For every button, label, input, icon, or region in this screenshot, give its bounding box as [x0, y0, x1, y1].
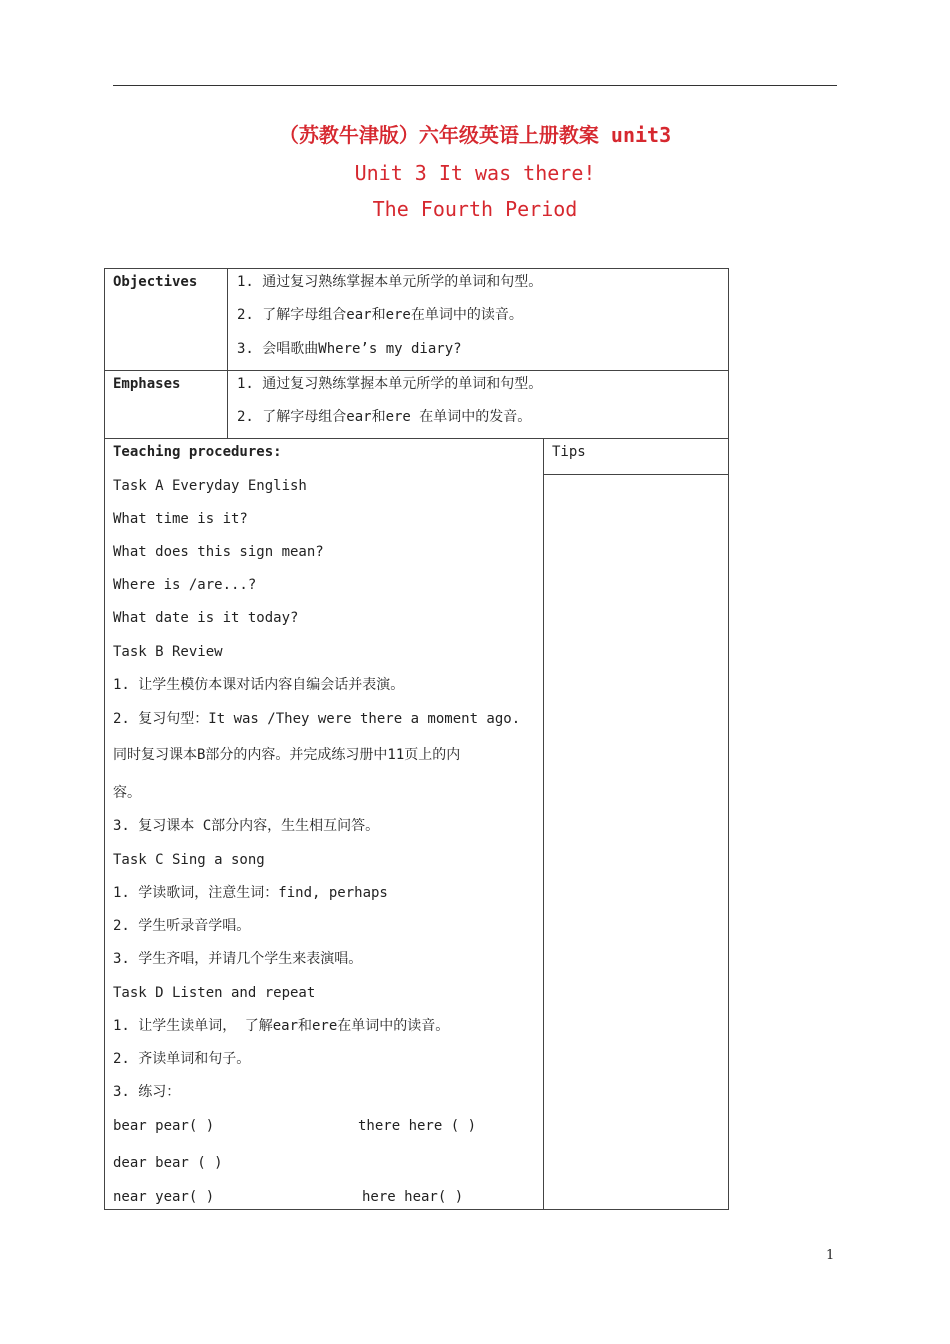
procedure-line: Where is /are...?: [113, 577, 257, 593]
page-number: 1: [826, 1248, 835, 1263]
procedure-line: What does this sign mean?: [113, 544, 324, 560]
procedure-line: 1. 学读歌词，注意生词：find, perhaps: [113, 885, 388, 901]
procedure-line: Task B Review: [113, 644, 223, 660]
procedure-line: 1. 让学生读单词， 了解ear和ere在单词中的读音。: [113, 1018, 450, 1034]
tips-header-divider: [543, 474, 729, 475]
emphasis-item: 2. 了解字母组合ear和ere 在单词中的发音。: [237, 409, 532, 425]
emphasis-item: 1. 通过复习熟练掌握本单元所学的单词和句型。: [237, 376, 543, 392]
tips-column-divider: [543, 438, 544, 1210]
exercise-row-1-right: there here ( ): [358, 1118, 477, 1134]
procedure-line: Task A Everyday English: [113, 478, 307, 494]
tips-label: Tips: [552, 444, 586, 460]
unit-title: Unit 3 It was there!: [354, 161, 596, 185]
procedure-line: What date is it today?: [113, 610, 299, 626]
procedure-line: What time is it?: [113, 511, 248, 527]
procedure-line: 3. 学生齐唱，并请几个学生来表演唱。: [113, 951, 363, 967]
procedure-line: Task C Sing a song: [113, 852, 265, 868]
procedure-line: 1. 让学生模仿本课对话内容自编会话并表演。: [113, 677, 405, 693]
objective-item: 2. 了解字母组合ear和ere在单词中的读音。: [237, 307, 523, 323]
header-rule: [113, 85, 837, 86]
exercise-row-1-left: bear pear( ): [113, 1118, 215, 1134]
procedure-line: 3. 练习：: [113, 1084, 181, 1100]
procedure-line: 3. 复习课本 C部分内容，生生相互问答。: [113, 818, 380, 834]
document-title: （苏教牛津版）六年级英语上册教案 unit3: [278, 123, 672, 147]
objective-item: 1. 通过复习熟练掌握本单元所学的单词和句型。: [237, 274, 543, 290]
procedure-line: 2. 学生听录音学唱。: [113, 918, 251, 934]
label-column-divider: [227, 268, 228, 438]
emphases-label: Emphases: [113, 376, 181, 392]
procedures-label: Teaching procedures:: [113, 444, 282, 460]
row-divider-objectives: [104, 370, 729, 371]
exercise-row-2-left: dear bear ( ): [113, 1155, 223, 1171]
procedure-line: 容。: [113, 785, 141, 801]
objective-item: 3. 会唱歌曲Where’s my diary?: [237, 341, 462, 357]
row-divider-emphases: [104, 438, 729, 439]
exercise-row-3-left: near year( ): [113, 1189, 215, 1205]
procedure-line: 同时复习课本B部分的内容。并完成练习册中11页上的内: [113, 747, 461, 763]
period-title: The Fourth Period: [372, 197, 578, 221]
objectives-label: Objectives: [113, 274, 198, 290]
exercise-row-3-right: here hear( ): [362, 1189, 464, 1205]
procedure-line: 2. 复习句型：It was /They were there a moment ago.: [113, 711, 521, 727]
procedure-line: 2. 齐读单词和句子。: [113, 1051, 251, 1067]
procedure-line: Task D Listen and repeat: [113, 985, 316, 1001]
